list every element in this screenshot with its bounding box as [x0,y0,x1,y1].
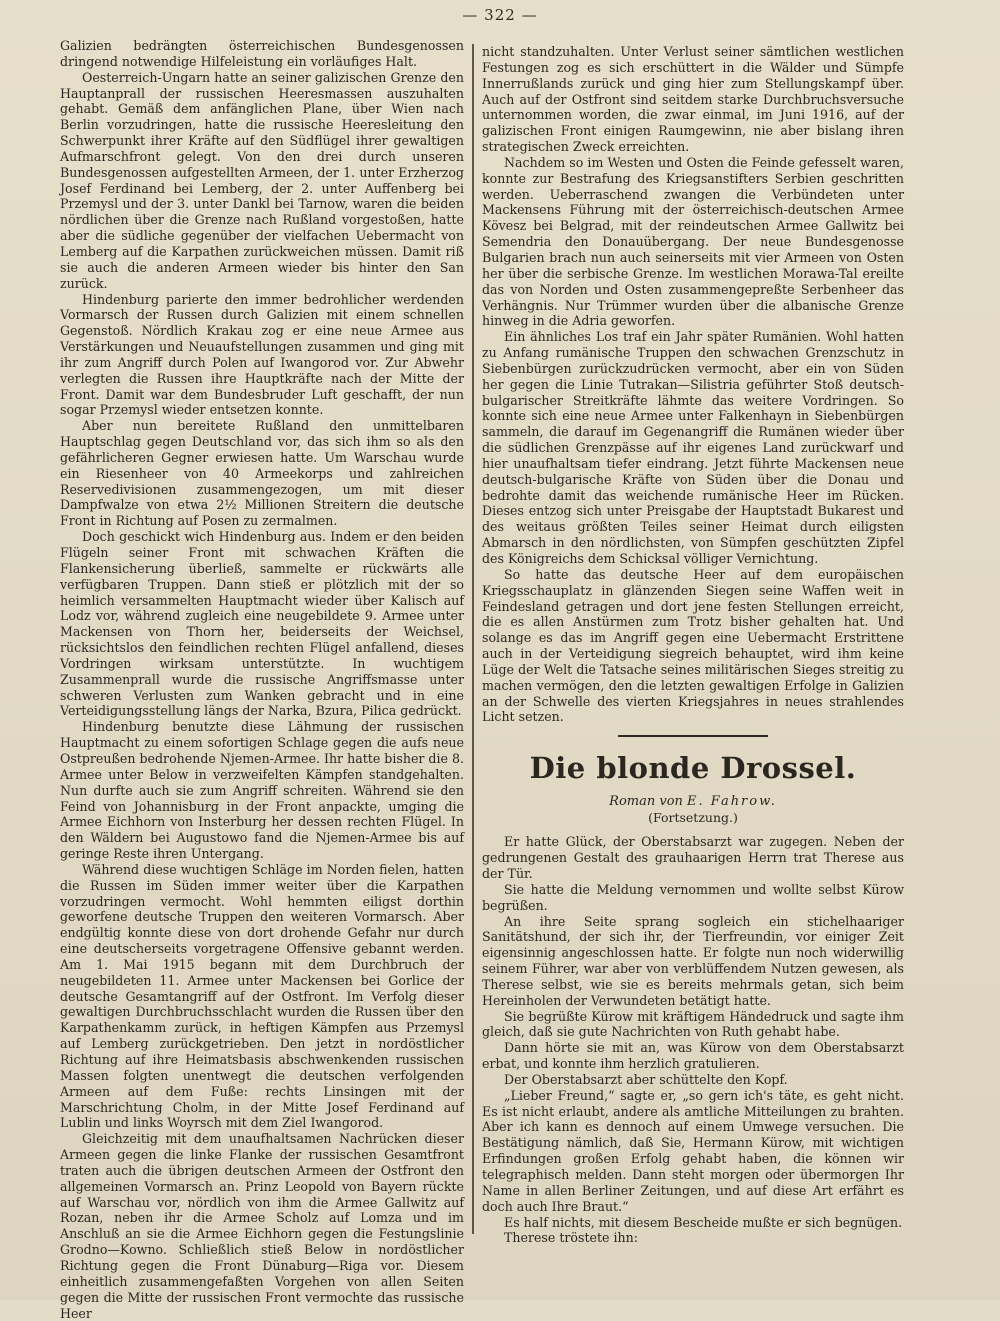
story-byline [482,793,904,810]
article-paragraph: nicht standzuhalten. Unter Verlust seiner sämtlichen westlichen Festungen zog es sich erschüttert in die Wälder und Sümpfe Innerrußlands zurück und ging hier zum Stellungskampf über. Auch auf der Ostfront sind seitdem starke Durchbruchsversuche unternommen worden, die zwar einmal, im Juni 1916, auf der galizischen Front einigen Raumgewinn, nie aber bislang ihren strategischen Zweck erreichten. [482,44,904,155]
story-paragraph: Therese tröstete ihn: [504,1230,639,1246]
article-paragraph: Gleichzeitig mit dem unaufhaltsamen Nachrücken dieser Armeen gegen die linke Flanke der russischen Gesamtfront traten auch die übrigen deutschen Armeen der Ostfront den allgemeinen Vormarsch an. Prinz Leopold von Bayern rückte auf Warschau vor, nördlich von ihm die Armee Gallwitz auf Rozan, neben ihr die Armee Scholz auf Lomza und im Anschluß an sie die Armee Eichhorn gegen die Festungslinie Grodno—Kowno. Schließlich stieß Below in nordöstlicher Richtung gegen die Front Dünaburg—Riga vor. Diesem einheitlich zusammengefaßten Vorgehen von allen Seiten gegen die Mitte der russischen Front vermochte das russische Heer [60,1131,464,1321]
story-paragraph: Sie begrüßte Kürow mit kräftigem Händedruck und sagte ihm gleich, daß sie gute Nachrichten von Ruth gehabt habe. [482,1008,904,1040]
article-paragraph: Während diese wuchtigen Schläge im Norden fielen, hatten die Russen im Süden immer weiter über die Karpathen vorzudringen vermocht. Wohl hemmten eiligst dorthin geworfene deutsche Truppen den weiteren Vormarsch. Aber endgültig konnte diese von dort drohende Gefahr nur durch eine deutscherseits vorgetragene Offensive gebannt werden. Am 1. Mai 1915 begann mit dem Durchbruch der neugebildeten 11. Armee unter Mackensen bei Gorlice der deutsche Gesamtangriff auf der Ostfront. Im Verfolg dieser gewaltigen Durchbruchsschlacht wurden die Russen über den Karpathenkamm zurück, in heftigen Kämpfen aus Przemysl auf Lemberg zurückgetrieben. Den jetzt in nordöstlicher Richtung auf ihre Heimatsbasis abschwenkenden russischen Massen folgten unentwegt die deutschen verfolgenden Armeen auf dem Fuße: rechts Linsingen mit der Marschrichtung Cholm, in der Mitte Josef Ferdinand auf Lublin und links Woyrsch mit dem Ziel Iwangorod. [60,861,464,1131]
section-rule [618,735,768,737]
left-column [60,38,464,1321]
story-paragraph: Sie hatte die Meldung vernommen und wollte selbst Kürow begrüßen. [482,881,904,913]
article-paragraph: Nachdem so im Westen und Osten die Feinde gefesselt waren, konnte zur Bestrafung des Kriegsanstifters Serbien geschritten werden. Ueberraschend zwangen die Verbündeten unter Mackensens Führung mit der österreichisch-deutschen Armee Kövesz bei Belgrad, mit der reindeutschen Armee Gallwitz bei Semendria den Donauübergang. Der neue Bundesgenosse Bulgarien brach nun auch seinerseits mit vier Armeen von Osten her über die serbische Grenze. Im westlichen Morawa-Tal ereilte das von Norden und Osten zusammengepreßte Serbenheer das Verhängnis. Nur Trümmer wurden über die albanische Grenze hinweg in die Adria geworfen. [482,154,904,329]
story-paragraph: Der Oberstabsarzt aber schüttelte den Kopf. [504,1071,788,1087]
article-paragraph: Ein ähnliches Los traf ein Jahr später Rumänien. Wohl hatten zu Anfang rumänische Truppen den schwachen Grenzschutz in Siebenbürgen zurückzudrücken vermocht, aber ein von Süden her gegen die Linie Tutrakan—Silistria geführter Stoß deutsch-bulgarischer Streitkräfte lähmte das weitere Vordringen. So konnte sich eine neue Armee unter Falkenhayn in Siebenbürgen sammeln, die darauf im Gegenangriff die Rumänen wieder über die südlichen Grenzpässe auf ihr eigenes Land zurückwarf und hier unaufhaltsam tiefer eindrang. Jetzt führte Mackensen neue deutsch-bulgarische Kräfte von Süden über die Donau und bedrohte damit das weichende rumänische Heer im Rücken. Dieses entzog sich unter Preisgabe der Hauptstadt Bukarest und des weitaus größten Teiles seiner Heimat durch eiligsten Abmarsch in den nördlichsten, von Sümpfen geschützten Zipfel des Königreichs dem Schicksal völliger Vernichtung. [482,329,904,566]
story-continuation: (Fortsetzung.) [648,810,738,826]
story-paragraph: „Lieber Freund,“ sagte er, „so gern ich's täte, es geht nicht. Es ist nicht erlaubt, andere als amtliche Mitteilungen zu brahten. Aber ich kann es dennoch auf einem Umwege versuchen. Die Bestätigung nämlich, daß Sie, Hermann Kürow, mit wichtigen Erfindungen großen Erfolg gehabt haben, die können wir telegraphisch melden. Dann steht morgen oder übermorgen Ihr Name in allen Berliner Zeitungen, und auf diese Art erfährt es doch auch Ihre Braut.“ [482,1087,904,1214]
story-author: E. Fahrow. [687,794,777,810]
article-paragraph: So hatte das deutsche Heer auf dem europäischen Kriegsschauplatz in glänzenden Siegen seine Waffen weit in Feindesland getragen und dort jene festen Stellungen erreicht, die es allen Anstürmen zum Trotz bisher gehalten hat. Und solange es das im Angriff gegen eine Uebermacht Erstrittene auch in der Verteidigung siegreich behauptet, wird ihm keine Lüge der Welt die Tatsache seines militärischen Sieges streitig zu machen vermögen, den die letzten gewaltigen Erfolge in Galizien an der Schwelle des vierten Kriegsjahres in neues strahlendes Licht setzen. [482,566,904,725]
byline-prefix: Roman von [609,794,683,810]
article-paragraph: Doch geschickt wich Hindenburg aus. Indem er den beiden Flügeln seiner Front mit schwachen Kräften die Flankensicherung überließ, sammelte er rückwärts alle verfügbaren Truppen. Dann stieß er plötzlich mit der so heimlich versammelten Hauptmacht wieder über Kalisch auf Lodz vor, während zugleich eine neugebildete 9. Armee unter Mackensen von Thorn her, beiderseits der Weichsel, rücksichtslos den feindlichen rechten Flügel anfallend, dieses Vordringen wirksam unterstützte. In wuchtigem Zusammenprall wurde die russische Angriffsmasse unter schweren Verlusten zum Wanken gebracht und in eine Verteidigungsstellung längs der Narka, Bzura, Pilica gedrückt. [60,529,464,719]
article-paragraph: Aber nun bereitete Rußland den unmittelbaren Hauptschlag gegen Deutschland vor, das sich ihm so als den gefährlicheren Gegner erwiesen hatte. Um Warschau wurde ein Riesenheer von 40 Armeekorps und zahlreichen Reservedivisionen zusammengezogen, um mit dieser Dampfwalze von etwa 2½ Millionen Streitern die deutsche Front in Richtung auf Posen zu zermalmen. [60,418,464,529]
article-paragraph: Hindenburg benutzte diese Lähmung der russischen Hauptmacht zu einem sofortigen Schlage gegen die aufs neue Ostpreußen bedrohende Njemen-Armee. Ihr hatte bisher die 8. Armee unter Below in verzweifelten Kämpfen standgehalten. Nun durfte auch sie zum Angriff schreiten. Während sie den Feind von Johannisburg in der Front anpackte, umging die Armee Eichhorn von Insterburg her dessen rechten Flügel. In den Wäldern bei Augustowo fand die Njemen-Armee bis auf geringe Reste ihren Untergang. [60,719,464,862]
article-paragraph: Hindenburg parierte den immer bedrohlicher werdenden Vormarsch der Russen durch Galizien mit einem schnellen Gegenstoß. Nördlich Krakau zog er eine neue Armee aus Verstärkungen und Neuaufstellungen zusammen und ging mit ihr zum Angriff durch Polen auf Iwangorod vor. Zur Abwehr verlegten die Russen ihre Hauptkräfte nach der Mitte der Front. Damit war dem Bundesbruder Luft geschafft, der nun sogar Przemysl wieder entsetzen konnte. [60,291,464,418]
article-paragraph: Galizien bedrängten österreichischen Bundesgenossen dringend notwendige Hilfeleistung ein vorläufiges Halt. [60,38,464,69]
story-paragraph: Er hatte Glück, der Oberstabsarzt war zugegen. Neben der gedrungenen Gestalt des grauhaarigen Herrn trat Therese aus der Tür. [482,834,904,881]
story-paragraph: Es half nichts, mit diesem Bescheide mußte er sich begnügen. [504,1214,903,1230]
column-divider [472,44,474,1234]
story-paragraph: An ihre Seite sprang sogleich ein stichelhaariger Sanitätshund, der sich ihr, der Tierfreundin, vor einiger Zeit eigensinnig angeschlossen hatte. Er folgte nun noch widerwillig seinem Führer, war aber von verblüffendem Nutzen gewesen, als Therese selbst, wie sie es bereits mehrmals getan, sich beim Hereinholen der Verwundeten betätigt hatte. [482,913,904,1008]
story-paragraph: Dann hörte sie mit an, was Kürow von dem Oberstabsarzt erbat, und konnte ihm herzlich gratulieren. [482,1040,904,1072]
article-paragraph: Oesterreich-Ungarn hatte an seiner galizischen Grenze den Hauptanprall der russischen Heeresmassen auszuhalten gehabt. Gemäß dem anfänglichen Plane, über Wien nach Berlin vorzudringen, hatte die russische Heeresleitung den Schwerpunkt ihrer Kräfte auf den Südflügel ihrer gewaltigen Aufmarschfront gelegt. Von den drei durch unseren Bundesgenossen aufgestellten Armeen, der 1. unter Erzherzog Josef Ferdinand bei Lemberg, der 2. unter Auffenberg bei Przemysl und der 3. unter Dankl bei Tarnow, waren die beiden nördlichen über die Grenze nach Rußland vorgestoßen, hatte aber die südliche gegenüber der vielfachen Uebermacht von Lemberg auf die Karpathen zurückweichen müssen. Damit riß sie auch die anderen Armeen wieder bis hinter den San zurück. [60,69,464,291]
page-number: — 322 — [462,6,538,24]
story-title: Die blonde Drossel. [529,751,857,786]
right-column [482,44,904,1246]
